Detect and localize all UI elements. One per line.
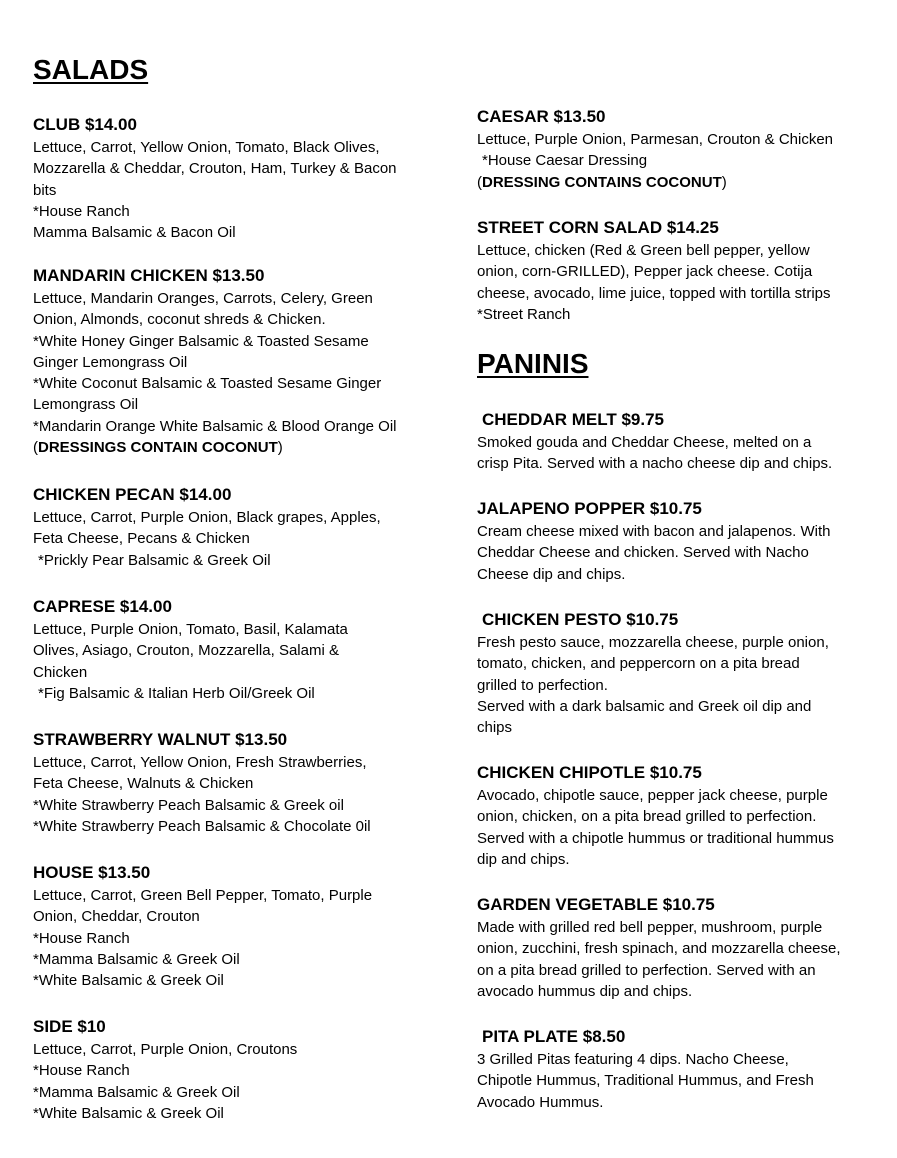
item-line: Lettuce, Carrot, Purple Onion, Black grapes, Apples,: [33, 509, 381, 526]
item-title: GARDEN VEGETABLE $10.75: [477, 895, 715, 914]
item-title: SIDE $10: [33, 1017, 106, 1036]
item-line: Chicken: [33, 663, 88, 681]
item-line: Avocado, chipotle sauce, pepper jack cheese, purple: [477, 787, 828, 804]
item-line: Lettuce, Mandarin Oranges, Carrots, Celery, Green: [33, 290, 373, 307]
item-line: Made with grilled red bell pepper, mushroom, purple: [477, 919, 823, 936]
menu-item-jalapeno-popper: [477, 498, 877, 585]
item-title: CHICKEN PECAN $14.00: [33, 485, 232, 504]
item-line: Lettuce, Carrot, Green Bell Pepper, Tomato, Purple: [33, 887, 373, 904]
item-line: *Prickly Pear Balsamic & Greek Oil: [38, 551, 271, 569]
item-line: crisp Pita. Served with a nacho cheese dip and chips.: [477, 455, 833, 473]
item-title: CHICKEN PESTO $10.75: [482, 610, 679, 629]
item-line: Smoked gouda and Cheddar Cheese, melted on a: [477, 434, 812, 451]
item-title: CLUB $14.00: [33, 115, 137, 134]
item-line: Lettuce, Carrot, Purple Onion, Croutons: [33, 1041, 298, 1058]
item-line: onion, zucchini, fresh spinach, and mozzarella cheese,: [477, 940, 841, 958]
item-line: *Mamma Balsamic & Greek Oil: [33, 1083, 240, 1101]
menu-item-chicken-pesto: [477, 609, 877, 738]
item-line: *House Caesar Dressing: [482, 152, 648, 170]
item-title: JALAPENO POPPER $10.75: [477, 499, 702, 518]
item-line: *House Ranch: [33, 1062, 130, 1080]
menu-item-club: [33, 114, 443, 243]
menu-item-caesar: [477, 106, 877, 193]
menu-item-cheddar-melt: [477, 409, 877, 475]
item-line: chips: [477, 719, 513, 737]
item-line: *Street Ranch: [477, 305, 571, 323]
item-line: Lettuce, Purple Onion, Parmesan, Crouton & Chicken: [477, 131, 834, 148]
item-line: Ginger Lemongrass Oil: [33, 353, 188, 371]
item-line: Cheese dip and chips.: [477, 565, 626, 583]
item-line: 3 Grilled Pitas featuring 4 dips. Nacho Cheese,: [477, 1051, 789, 1068]
item-line: bits: [33, 181, 57, 199]
item-line: *White Strawberry Peach Balsamic & Chocolate 0il: [33, 817, 371, 835]
item-line: on a pita bread grilled to perfection. Served with an: [477, 961, 816, 979]
item-line: Cheddar Cheese and chicken. Served with Nacho: [477, 544, 809, 562]
item-line: Lettuce, Carrot, Yellow Onion, Tomato, Black Olives,: [33, 139, 380, 156]
item-line: Mamma Balsamic & Bacon Oil: [33, 224, 236, 242]
item-line: Served with a dark balsamic and Greek oil dip and: [477, 697, 812, 715]
item-line: *Mamma Balsamic & Greek Oil: [33, 950, 240, 968]
item-line: *White Balsamic & Greek Oil: [33, 1104, 224, 1122]
item-title: CAESAR $13.50: [477, 107, 606, 126]
item-line: Onion, Almonds, coconut shreds & Chicken.: [33, 311, 326, 329]
item-line: *House Ranch: [33, 202, 130, 220]
item-title: CHEDDAR MELT $9.75: [482, 410, 664, 429]
item-line: Feta Cheese, Pecans & Chicken: [33, 530, 250, 548]
item-line: *White Strawberry Peach Balsamic & Greek oil: [33, 796, 344, 814]
item-line: *White Honey Ginger Balsamic & Toasted Sesame: [33, 332, 369, 350]
item-line: *White Balsamic & Greek Oil: [33, 972, 224, 990]
menu-item-side: [33, 1016, 443, 1124]
menu-item-garden-vegetable: [477, 894, 877, 1002]
menu-item-street-corn-salad: [477, 217, 877, 325]
item-line: Cream cheese mixed with bacon and jalapenos. With: [477, 523, 831, 540]
item-line: Chipotle Hummus, Traditional Hummus, and Fresh: [477, 1072, 814, 1090]
item-line: Lemongrass Oil: [33, 396, 139, 414]
item-line: Lettuce, chicken (Red & Green bell pepper, yellow: [477, 242, 810, 259]
item-line: *House Ranch: [33, 929, 130, 947]
item-line: Onion, Cheddar, Crouton: [33, 908, 200, 926]
coconut-note: (DRESSINGS CONTAIN COCONUT): [33, 439, 283, 457]
item-title: MANDARIN CHICKEN $13.50: [33, 266, 265, 285]
item-line: *Fig Balsamic & Italian Herb Oil/Greek Oil: [38, 684, 315, 702]
item-line: dip and chips.: [477, 850, 570, 868]
item-line: Served with a chipotle hummus or traditional hummus: [477, 829, 834, 847]
item-line: Avocado Hummus.: [477, 1093, 604, 1111]
menu-item-chicken-pecan: [33, 484, 443, 571]
menu-item-chicken-chipotle: [477, 762, 877, 870]
item-title: HOUSE $13.50: [33, 863, 151, 882]
item-line: grilled to perfection.: [477, 676, 608, 694]
item-line: avocado hummus dip and chips.: [477, 982, 693, 1000]
item-line: cheese, avocado, lime juice, topped with tortilla strips: [477, 284, 831, 302]
menu-item-mandarin-chicken: [33, 265, 443, 458]
item-line: Fresh pesto sauce, mozzarella cheese, purple onion,: [477, 634, 829, 651]
item-line: Olives, Asiago, Crouton, Mozzarella, Salami &: [33, 642, 339, 660]
menu-item-caprese: [33, 596, 443, 704]
item-line: *White Coconut Balsamic & Toasted Sesame Ginger: [33, 375, 382, 393]
menu-item-pita-plate: [477, 1026, 877, 1113]
item-title: STRAWBERRY WALNUT $13.50: [33, 730, 288, 749]
item-title: PITA PLATE $8.50: [482, 1027, 626, 1046]
salads-heading: SALADS: [33, 54, 149, 85]
item-title: STREET CORN SALAD $14.25: [477, 218, 719, 237]
paninis-heading: PANINIS: [477, 348, 589, 379]
menu-item-strawberry-walnut: [33, 729, 443, 837]
item-line: *Mandarin Orange White Balsamic & Blood Orange Oil: [33, 417, 397, 435]
item-line: Lettuce, Purple Onion, Tomato, Basil, Kalamata: [33, 621, 348, 638]
item-line: onion, chicken, on a pita bread grilled to perfection.: [477, 808, 817, 826]
item-line: onion, corn-GRILLED), Pepper jack cheese. Cotija: [477, 263, 813, 281]
coconut-note: (DRESSING CONTAINS COCONUT): [477, 173, 727, 191]
item-line: Mozzarella & Cheddar, Crouton, Ham, Turkey & Bacon: [33, 160, 397, 178]
item-title: CAPRESE $14.00: [33, 597, 172, 616]
item-line: Feta Cheese, Walnuts & Chicken: [33, 775, 254, 793]
menu-item-house: [33, 862, 443, 991]
item-line: Lettuce, Carrot, Yellow Onion, Fresh Strawberries,: [33, 754, 367, 771]
item-line: tomato, chicken, and peppercorn on a pita bread: [477, 655, 800, 673]
item-title: CHICKEN CHIPOTLE $10.75: [477, 763, 702, 782]
